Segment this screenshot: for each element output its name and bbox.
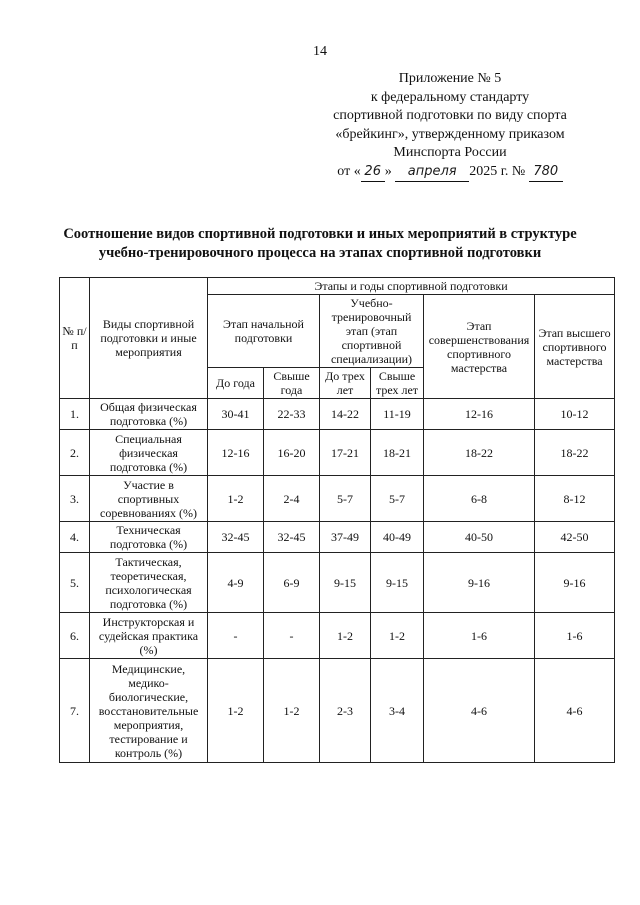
annex-line-2: к федеральному стандарту xyxy=(370,89,530,105)
row-num: 3. xyxy=(60,476,90,522)
table-row xyxy=(60,659,615,763)
order-year: 2025 г. № xyxy=(469,163,526,179)
row-num: 1. xyxy=(60,399,90,430)
cell-value: 9-15 xyxy=(320,553,371,613)
annex-line-3: спортивной подготовки по виду спорта xyxy=(333,108,567,123)
row-num: 6. xyxy=(60,613,90,659)
header-kind: Виды спортивной подготовки и иные мероприятия xyxy=(90,278,208,399)
cell-value: 40-49 xyxy=(371,522,424,553)
document-title xyxy=(40,225,600,263)
cell-value: 8-12 xyxy=(535,476,615,522)
cell-value: 32-45 xyxy=(264,522,320,553)
cell-value: 1-2 xyxy=(320,613,371,659)
cell-value: 1-2 xyxy=(264,659,320,763)
annex-line-5: Минспорта России xyxy=(393,145,507,160)
cell-value: 16-20 xyxy=(264,430,320,476)
cell-value: 12-16 xyxy=(208,430,264,476)
cell-value: 22-33 xyxy=(264,399,320,430)
cell-value: 10-12 xyxy=(535,399,615,430)
cell-value: 4-6 xyxy=(535,659,615,763)
row-kind: Общая физическая подготовка (%) xyxy=(90,399,208,430)
header-stage-training: Учебно-тренировочный этап (этап спортивной специализации) xyxy=(320,295,424,368)
cell-value: 30-41 xyxy=(208,399,264,430)
cell-value: 9-16 xyxy=(535,553,615,613)
row-kind: Тактическая, теоретическая, психологическая подготовка (%) xyxy=(90,553,208,613)
order-mid: » xyxy=(384,163,392,179)
cell-value: 18-22 xyxy=(424,430,535,476)
cell-value: 17-21 xyxy=(320,430,371,476)
annex-line-4: «брейкинг», утвержденному приказом xyxy=(335,126,565,142)
cell-value: 1-2 xyxy=(371,613,424,659)
row-kind: Участие в спортивных соревнованиях (%) xyxy=(90,476,208,522)
row-num: 2. xyxy=(60,430,90,476)
table-row xyxy=(60,476,615,522)
cell-value: 40-50 xyxy=(424,522,535,553)
header-num: № п/п xyxy=(60,278,90,399)
header-over-3-years: Свыше трех лет xyxy=(371,368,424,399)
title-line-2: учебно-тренировочного процесса на этапах спортивной подготовки xyxy=(98,245,542,261)
cell-value: 5-7 xyxy=(320,476,371,522)
title-line-1: Соотношение видов спортивной подготовки и иных мероприятий в структуре xyxy=(63,226,577,242)
cell-value: - xyxy=(208,613,264,659)
table-row xyxy=(60,613,615,659)
row-kind: Специальная физическая подготовка (%) xyxy=(90,430,208,476)
cell-value: 1-2 xyxy=(208,659,264,763)
cell-value: 32-45 xyxy=(208,522,264,553)
cell-value: 14-22 xyxy=(320,399,371,430)
cell-value: 11-19 xyxy=(371,399,424,430)
row-num: 7. xyxy=(60,659,90,763)
table-row xyxy=(60,522,615,553)
header-stage-higher: Этап высшего спортивного мастерства xyxy=(535,295,615,399)
row-kind: Техническая подготовка (%) xyxy=(90,522,208,553)
row-kind: Инструкторская и судейская практика (%) xyxy=(90,613,208,659)
annex-title: Приложение № 5 xyxy=(398,71,502,86)
order-number-handwritten: 780 xyxy=(529,163,563,183)
cell-value: 2-4 xyxy=(264,476,320,522)
cell-value: 4-6 xyxy=(424,659,535,763)
cell-value: 9-15 xyxy=(371,553,424,613)
cell-value: 1-6 xyxy=(424,613,535,659)
cell-value: 42-50 xyxy=(535,522,615,553)
cell-value: 12-16 xyxy=(424,399,535,430)
cell-value: - xyxy=(264,613,320,659)
cell-value: 9-16 xyxy=(424,553,535,613)
header-stage-initial: Этап начальной подготовки xyxy=(208,295,320,368)
cell-value: 6-8 xyxy=(424,476,535,522)
cell-value: 4-9 xyxy=(208,553,264,613)
table-row xyxy=(60,553,615,613)
cell-value: 37-49 xyxy=(320,522,371,553)
order-prefix: от « xyxy=(337,163,361,179)
cell-value: 3-4 xyxy=(371,659,424,763)
table-row xyxy=(60,430,615,476)
header-stages: Этапы и годы спортивной подготовки xyxy=(208,278,615,295)
header-over-year: Свыше года xyxy=(264,368,320,399)
table-row xyxy=(60,399,615,430)
header-row-stages xyxy=(60,278,615,295)
header-stage-improvement: Этап совершенствования спортивного мастерства xyxy=(424,295,535,399)
ratio-table xyxy=(59,277,615,763)
annex-block xyxy=(300,70,600,182)
page-number: 14 xyxy=(313,44,327,59)
cell-value: 6-9 xyxy=(264,553,320,613)
cell-value: 18-21 xyxy=(371,430,424,476)
row-kind: Медицинские, медико-биологические, восстановительные мероприятия, тестирование и контроль (%) xyxy=(90,659,208,763)
cell-value: 1-2 xyxy=(208,476,264,522)
cell-value: 5-7 xyxy=(371,476,424,522)
cell-value: 2-3 xyxy=(320,659,371,763)
row-num: 5. xyxy=(60,553,90,613)
order-day-handwritten: 26 xyxy=(361,163,385,183)
header-up-to-year: До года xyxy=(208,368,264,399)
cell-value: 18-22 xyxy=(535,430,615,476)
header-up-to-3-years: До трех лет xyxy=(320,368,371,399)
order-line xyxy=(300,163,600,183)
order-month-handwritten: апреля xyxy=(395,163,469,183)
row-num: 4. xyxy=(60,522,90,553)
cell-value: 1-6 xyxy=(535,613,615,659)
